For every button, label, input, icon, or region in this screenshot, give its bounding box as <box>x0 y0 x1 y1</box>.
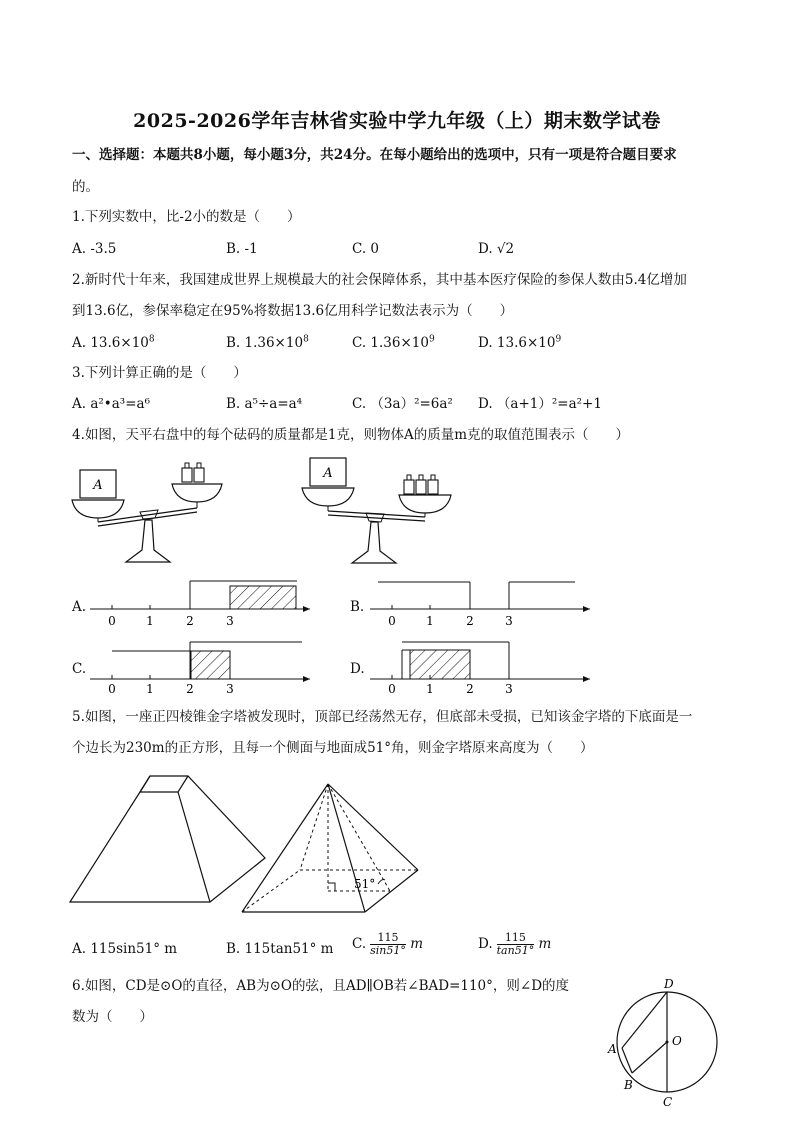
point-a-label: A <box>608 1042 617 1056</box>
q1-option-c: C. 0 <box>352 241 380 257</box>
q5-stem-1: 5.如图，一座正四棱锥金字塔被发现时，顶部已经荡然无存，但底部未受损，已知该金字塔的下底面是一 <box>72 709 693 725</box>
svg-text:1: 1 <box>146 614 154 628</box>
pyramid-figure <box>240 780 425 915</box>
svg-text:2: 2 <box>186 682 194 696</box>
q1-option-d: D. √2 <box>478 241 515 257</box>
svg-text:0: 0 <box>388 682 396 696</box>
q1-option-b: B. -1 <box>226 241 258 257</box>
svg-text:2: 2 <box>466 682 474 696</box>
number-line-c <box>90 637 320 696</box>
svg-text:0: 0 <box>388 614 396 628</box>
q2-option-d: D. $13.6\times 10^9$ <box>478 334 562 351</box>
q3-option-a: A. a²•a³=a⁶ <box>72 396 150 412</box>
svg-text:2: 2 <box>466 614 474 628</box>
number-line-b <box>370 575 600 628</box>
exam-title: 2025-2026学年吉林省实验中学九年级（上）期末数学试卷 <box>133 110 661 132</box>
circle-figure <box>600 975 715 1115</box>
q4-option-c: C. <box>72 661 87 677</box>
q3-option-b: B. a⁵÷a=a⁴ <box>226 396 303 412</box>
svg-text:1: 1 <box>426 682 434 696</box>
q5-option-b: B. 115tan51° m <box>226 941 334 957</box>
q5-option-c: C. $\frac{115}{\sin 51^\circ}$ m <box>352 931 423 957</box>
q4-stem: 4.如图，天平右盘中的每个砝码的质量都是1克，则物体A的质量m克的取值范围表示（ ） <box>72 427 630 443</box>
q2-stem-1: 2.新时代十年来，我国建成世界上规模最大的社会保障体系，其中基本医疗保险的参保人数由5.4亿增加 <box>72 272 687 288</box>
q3-option-d: D. （a+1）²=a²+1 <box>478 396 602 412</box>
q4-option-a: A. <box>72 599 87 615</box>
point-o-label: O <box>672 1034 682 1048</box>
svg-text:3: 3 <box>505 682 513 696</box>
q3-stem: 3.下列计算正确的是（ ） <box>72 365 247 381</box>
object-a-label: A <box>93 478 103 493</box>
q5-stem-2: 个边长为230m的正方形，且每一个侧面与地面成51°角，则金字塔原来高度为（ ） <box>72 740 594 756</box>
svg-text:1: 1 <box>146 682 154 696</box>
q6-stem-1: 6.如图，CD是⊙O的直径，AB为⊙O的弦，且AD∥OB若∠BAD=110°，则∠D的度 <box>72 978 570 994</box>
point-b-label: B <box>624 1078 633 1092</box>
section-heading-cont: 的。 <box>72 179 99 195</box>
angle-51-label: 51° <box>354 877 376 891</box>
q2-option-c: C. $1.36\times 10^9$ <box>352 334 435 351</box>
q2-option-b: B. $1.36\times 10^8$ <box>226 334 309 351</box>
q5-option-d: D. $\frac{115}{\tan 51^\circ}$ m <box>478 931 552 957</box>
point-c-label: C <box>663 1095 673 1109</box>
number-line-a <box>90 575 320 628</box>
q1-option-a: A. -3.5 <box>72 241 117 257</box>
balance-scale-2 <box>300 455 470 570</box>
q4-option-d: D. <box>350 661 365 677</box>
q4-option-b: B. <box>350 599 365 615</box>
balance-scale-1 <box>70 460 240 570</box>
q2-stem-2: 到13.6亿，参保率稳定在95%将数据13.6亿用科学记数法表示为（ ） <box>72 303 514 319</box>
svg-text:3: 3 <box>226 682 234 696</box>
q5-option-a: A. 115sin51° m <box>72 941 178 957</box>
svg-text:2: 2 <box>186 614 194 628</box>
svg-text:0: 0 <box>108 614 116 628</box>
svg-text:0: 0 <box>108 682 116 696</box>
svg-text:1: 1 <box>426 614 434 628</box>
section-heading: 一、选择题：本题共8小题，每小题3分，共24分。在每小题给出的选项中，只有一项是符合题目要求 <box>72 147 677 163</box>
q2-option-a: A. $13.6\times 10^8$ <box>72 334 155 351</box>
number-line-d <box>370 637 600 696</box>
point-d-label: D <box>664 977 674 991</box>
svg-text:3: 3 <box>505 614 513 628</box>
svg-text:3: 3 <box>226 614 234 628</box>
q6-stem-2: 数为（ ） <box>72 1009 153 1025</box>
q1-stem: 1.下列实数中，比-2小的数是（ ） <box>72 209 301 225</box>
object-a-label: A <box>323 466 333 481</box>
q3-option-c: C. （3a）²=6a² <box>352 396 453 412</box>
